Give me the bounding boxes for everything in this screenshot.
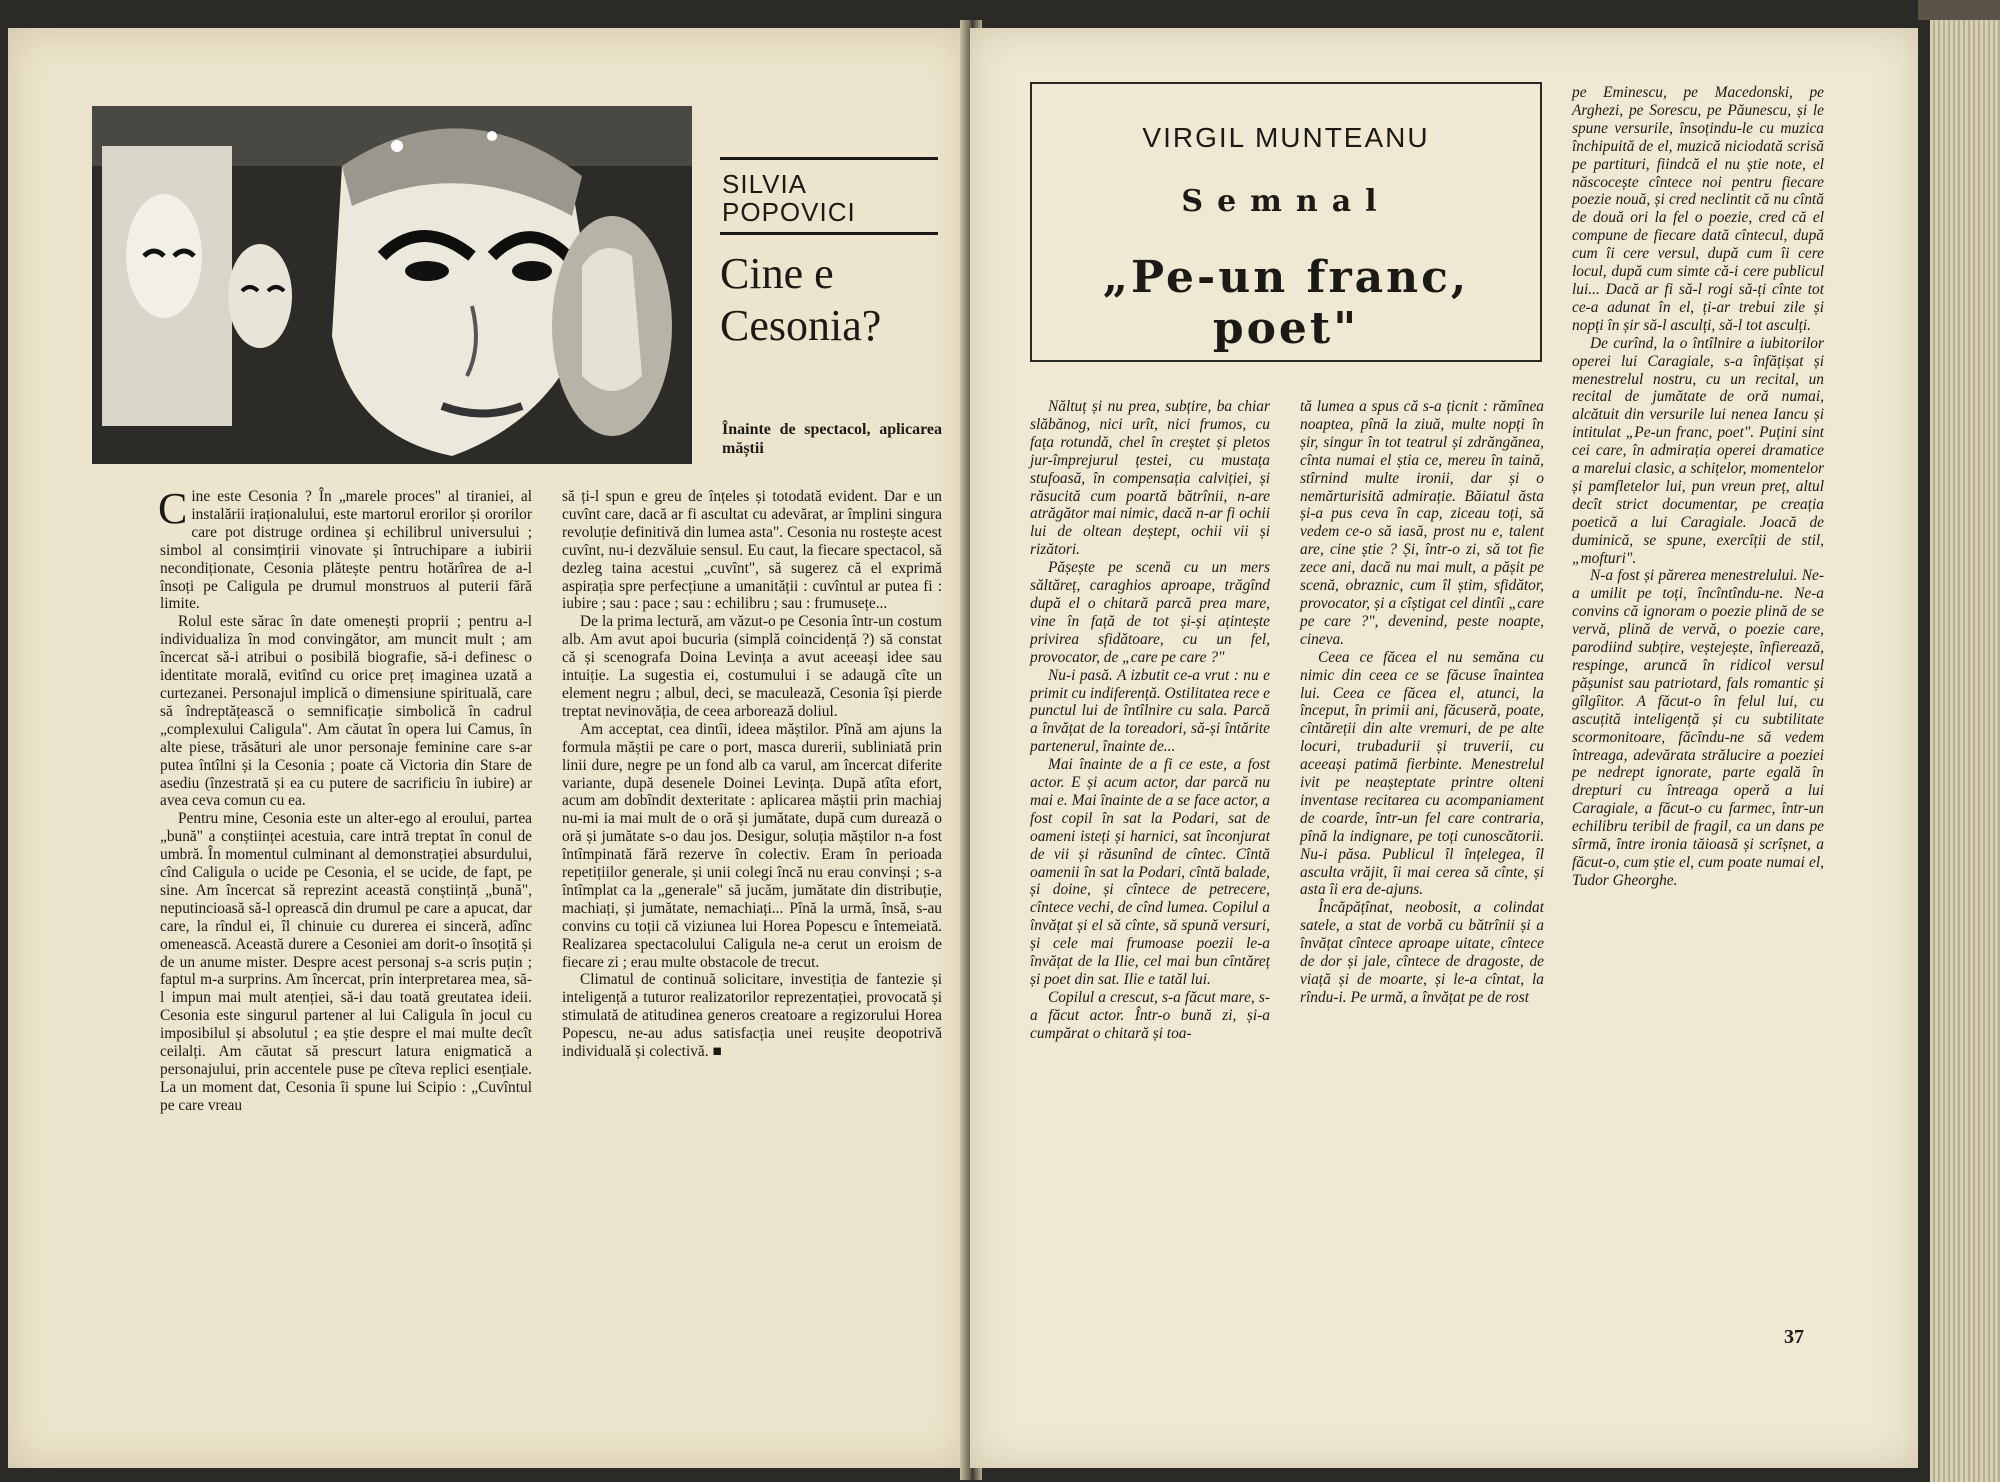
right-column-2	[1300, 398, 1544, 1007]
title-line-1: Cine e	[720, 249, 834, 298]
paragraph: Încăpățînat, neobosit, a colindat satele, a stat de vorbă cu bătrînii și a învățat cîntece aproape uitate, cîntece de dor și jale, cîntece de dragoste, de viață și de moarte, și le-a cîntat, la rîndu-i. Pe urmă, a învățat pe de rost	[1300, 899, 1544, 1006]
paragraph: Ceea ce făcea el nu semăna cu nimic din ceea ce se făcuse înaintea lui. Ceea ce făcea el, atunci, la început, în primii ani, făcuseră, poate, cîntăreții din alte vremuri, de pe alte locuri, trubadurii și truverii, cu aceeași patimă fierbinte. Menestrelul ivit pe neașteptate printre olteni inventase recitarea cu acompaniament de coarde, într-un fel care contraria, pînă la indignare, pe toți cunoscătorii. Nu-i păsa. Publicul îl înțelegea, îl asculta vrăjit, îi mai cerea să cînte, și asta îi era de-ajuns.	[1300, 648, 1544, 899]
paragraph: Nu-i pasă. A izbutit ce-a vrut : nu e primit cu indiferență. Ostilitatea rece e punctul lui de întîlnire cu sala. Parcă a învățat de la toreadori, să-și întărite partenerul, înainte de...	[1030, 666, 1270, 756]
paragraph: De curînd, la o întîlnire a iubitorilor operei lui Caragiale, s-a înfățișat și menestrelul nostru, cu un recital, un recital de jumătate de oră numai, alcătuit din versurile lui nenea Iancu și intitulat „Pe-un franc, poet". Puțini sint cei care, în admirația operei dramatice a marelui clasic, a schițelor, momentelor și pamfletelor lui, pun vreun preț, altul decît strict documentar, pe creația poetică a lui Caragiale. Joacă de duminică, se spune, exercîții de stil, „mofturi".	[1572, 334, 1824, 567]
mask-photo-image	[92, 106, 692, 464]
author-last-name: POPOVICI	[722, 197, 856, 227]
paragraph: Rolul este sărac în date omenești proprii ; pentru a-l individualiza în mod convingător, am muncit mult ; am încercat să-i atribui o posibilă biografie, să-i definesc o identitate morală, evitînd cu orice preț imaginea uzată a curtezanei. Personajul implică o dimensiune spirituală, care să îndreptățească o semnificație simbolică în cadrul „complexului Caligula". Am căutat în opera lui Camus, în alte piese, trăsături ale unor personaje feminine care s-ar putea întîlni și la Cesonia ; poate că Victoria din Stare de asediu (înzestrată și ea cu putere de sacrificiu în iubire) ar avea ceva comun cu ea.	[160, 613, 532, 810]
paragraph: tă lumea a spus că s-a țicnit : rămînea noaptea, pînă la ziuă, multe nopți în șir, singur în tot teatrul și zdrăngănea, cînta numai el știa ce, mereu în taină, stîrnind multe ironii, dar și o nemărturisită admirație. Băiatul ăsta și-a pus ceva în cap, ziceau toți, să vedem ce-o să iasă, prost nu e, talent are, cine știe ? Și, într-o zi, să tot fie zece ani, dacă nu mai mult, a pășit pe scenă, obraznic, cum îl știm, sfidător, provocator, și a cîștigat cel dintîi „care pe care ?", devenind, peste noapte, cineva.	[1300, 398, 1544, 648]
photo-actress-mask	[92, 106, 692, 464]
paragraph: N-a fost și părerea menestrelului. Ne-a umilit pe toți, încîntîndu-ne. Ne-a convins că ignoram o poezie plină de se vervă, plină de vervă, o poezie care, parodiind subțire, veștejește, înfierează, respinge, aruncă în ridicol versul pășunist sau patriotard, fals romantic și gîlgîitor. A făcut-o în felul lui, cu ascuțită inteligență și cu subtilitate scormonitoare, făcîndu-ne să vedem întreaga, adevărata strălucire a poeziei pe nedrept ignorate, parte egală în drepturi cu întreaga operă a lui Caragiale, a făcut-o cu farmec, într-un echilibru teribil de fragil, ca un dans pe sîrmă, între ironia tăioasă și scrîșnet, a făcut-o, cum știe el, cum poate numai el, Tudor Gheorghe.	[1572, 567, 1824, 889]
drop-cap: C	[158, 484, 188, 533]
photo-caption: Înainte de spectacol, aplicarea măștii	[722, 421, 942, 457]
paragraph: Pășește pe scenă cu un mers săltăreț, caraghios aproape, trăgînd după el o chitară parcă prea mare, vine în față de tot și-și ațintește privirea sfidătoare, cu un fel, provocator, de „care pe care ?"	[1030, 559, 1270, 666]
book-page-edges	[1930, 20, 2000, 1482]
author-name	[722, 170, 856, 226]
left-column-2	[562, 488, 942, 1061]
paragraph: pe Eminescu, pe Macedonski, pe Arghezi, pe Sorescu, pe Păunescu, și le spune versurile, însoțindu-le cu muzica închipuită de el, muzică niciodată scrisă pe partituri, fiindcă el nu știe note, el născocește cîntece noi pentru fiecare poezie nouă, și cred neclintit că nu cîntă de două ori la fel o poezie, cred că el compune de fiecare dată cîntecul, după cum îi cere versul, după cum îi cere locul, după cum simte că-i cere publicul lui... Dacă ar fi să-l rogi să-ți cînte tot ce-a adunat în el, ți-ar trebui zile și nopți în șir să-l asculți, să-l tot asculți.	[1572, 84, 1824, 334]
title-line-2: Cesonia?	[720, 301, 882, 350]
heading-box	[1030, 82, 1542, 362]
author-rule-top	[720, 157, 938, 160]
paragraph: să ți-l spun e greu de înțeles și totodată evident. Dar e un cuvînt care, dacă ar fi ascultat cu adevărat, ar împlini singura revoluție definitivă din lumea asta". Cesonia nu rostește acest cuvînt, nu-i dezvăluie sensul. Eu caut, la fiecare spectacol, să dezleg taina acestui „cuvînt", să sugerez că el exprimă aspirația spre perfecțiune a umanității : cuvîntul ar putea fi : iubire ; sau : pace ; sau : echilibru ; sau : frumusețe...	[562, 488, 942, 613]
right-column-3	[1572, 84, 1824, 890]
paragraph: Copilul a crescut, s-a făcut mare, s-a făcut actor. Într-o bună zi, și-a cumpărat o chitară și toa-	[1030, 988, 1270, 1042]
paragraph: Climatul de continuă solicitare, investiția de fantezie și inteligență a tuturor realizatorilor reprezentației, provocată și stimulată de atitudinea generos creatoare a regizorului Horea Popescu, ne-au adus satisfacția unei reușite deopotrivă individuală și colectivă. ■	[562, 971, 942, 1061]
article-title-right: „Pe-un franc, poet"	[1102, 252, 1470, 354]
left-column-1	[158, 484, 532, 1115]
paragraph: De la prima lectură, am văzut-o pe Cesonia într-un costum alb. Am avut apoi bucuria (simplă coincidență ?) să constat că și scenografa Doina Levința a avut aceeași idee sau intuiție. La sugestia ei, costumului i se adaugă cîte un element negru ; albul, deci, se maculează, Cesonia își pierde treptat nevinovăția, de ceea arborează doliul.	[562, 613, 942, 720]
right-column-1	[1030, 398, 1270, 1043]
paragraph: Mai înainte de a fi ce este, a fost actor. E și acum actor, dar parcă nu mai e. Mai înainte de a se face actor, a fost copil în sat la Podari, sat de oameni isteți și harnici, sat înconjurat de vii și răsunînd de cîntec. Cîntă oamenii în sat la Podari, cîntă balade, și doine, și cîntece de petrecere, cîntece vechi, de cînd lumea. Copilul a învățat și el să cînte, să spună versuri, și cele mai frumoase poezii le-a învățat de la Ilie, cel mai bun cîntăreț și poet din sat. Ilie e tatăl lui.	[1030, 756, 1270, 988]
article-title	[720, 248, 881, 352]
author-first-name: SILVIA	[722, 169, 808, 199]
section-label: Semnal	[1181, 184, 1391, 219]
author-rule-bottom	[720, 232, 938, 235]
author-name-right: VIRGIL MUNTEANU	[1142, 122, 1430, 153]
paragraph: Pentru mine, Cesonia este un alter-ego al eroului, partea „bună" a conștiinței acestuia, care intră treptat în conul de umbră. În momentul culminant al demonstrației absurdului, cînd Caligula o ucide pe Cesonia, el se ucide, de fapt, pe sine. Am încercat să reprezint această conștiință „bună", neputincioasă să-l oprească din drumul pe care a apucat, dar care, la rîndul ei, îl chinuie cu durerea ei sinceră, adînc omenească. Această durere a Cesoniei am dorit-o însoțită și de un anume mister. Despre acest personaj s-a scris puțin ; faptul m-a surprins. Am încercat, prin interpretarea mea, să-l impun mai mult atenției, să-i dau toată greutatea ideii. Cesonia este singurul partener al lui Caligula în jocul cu imposibilul și absolutul ; ea știe despre el mai multe decît ceilalți. Am căutat să prescurt latura enigmatică a personajului, prin accentele puse pe cîteva replici esențiale. La un moment dat, Cesonia îi spune lui Scipio : „Cuvîntul pe care vreau	[160, 810, 532, 1114]
paragraph: Am acceptat, cea dintîi, ideea măștilor. Pînă am ajuns la formula măștii pe care o port, masca durerii, subliniată prin linii dure, negre pe un fond alb ca varul, am încercat diferite variante, după desenele Doinei Levința. După atîta efort, acum am dobîndit dexteritate : aplicarea măștii prin machiaj nu-mi ia mai mult de o oră și jumătate, după cum durează o oră și jumătate s-o dau jos. Desigur, soluția măștilor n-a fost întîmpinată fără rezerve în colectiv. Eram în perioada repetițiilor generale, și unii colegi încă nu erau convinși ; s-a întîmplat ca la „generale" să jucăm, jumătate din distribuție, machiați, și jumătate, nemachiați... Pînă la urmă, însă, s-au convins cu toții că viziunea lui Horea Popescu e întemeiată. Realizarea spectacolului Caligula ne-a cerut un eroism de fiecare zi ; erau multe obstacole de trecut.	[562, 720, 942, 971]
paragraph: Cine este Cesonia ? În „marele proces" al tiraniei, al instalării iraționalului, este martorul erorilor și ororilor care pot distruge ordinea și echilibrul universului ; simbol al consimțirii vinovate și întruchipare a iubirii necondiționate, Cesonia plătește pentru hotărîrea de a-l însoți pe Caligula pe drumul monstruos al puterii fără limite.	[158, 484, 532, 613]
page-number: 37	[1784, 1326, 1804, 1348]
paragraph: Năltuț și nu prea, subțire, ba chiar slăbănog, nici urît, nici frumos, cu fața rotundă, chel în creștet și pletos jur-împrejurul țestei, cu mustața stufoasă, în compensația calviției, și răsucită cum poartă bătrînii, n-are atrăgător mai nimic, dacă n-ar fi ochii lui de oltean deștept, ochii vii și rizători.	[1030, 398, 1270, 559]
book-cover-edge	[1918, 0, 2000, 20]
